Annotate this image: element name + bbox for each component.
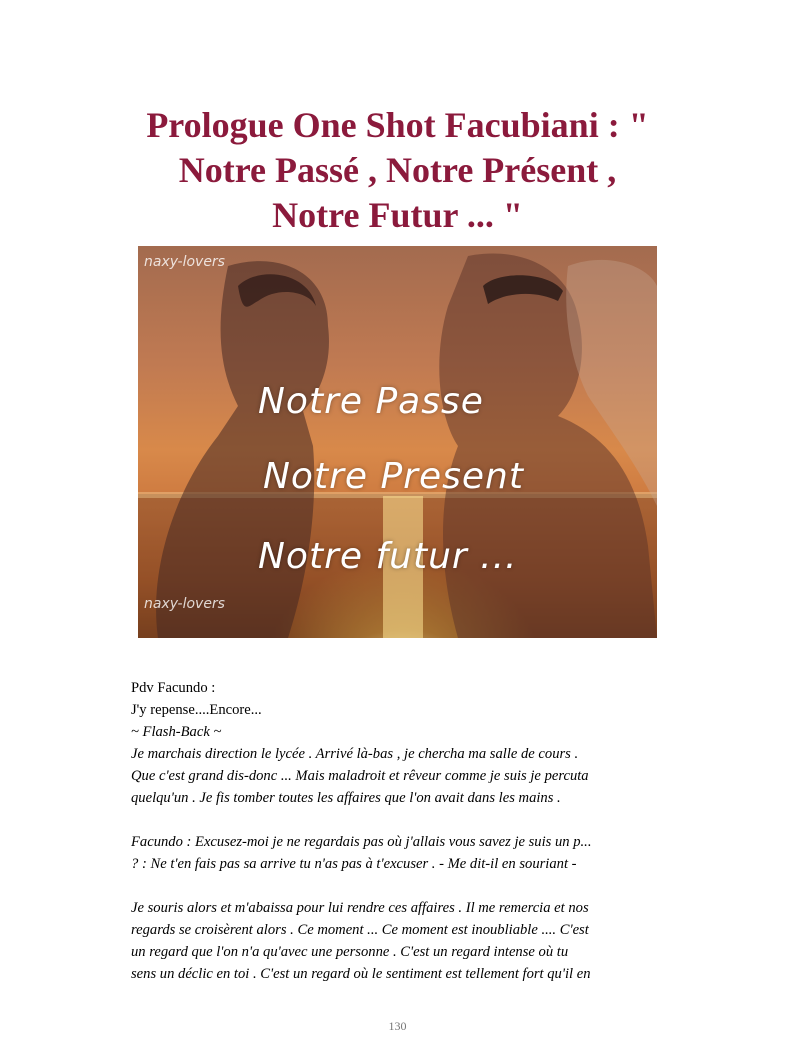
text-line: sens un déclic en toi . C'est un regard où le sentiment est tellement fort qu'il en [131, 966, 591, 982]
text-line: quelqu'un . Je fis tomber toutes les affaires que l'on avait dans les mains . [131, 790, 561, 806]
watermark-bottom: naxy-lovers [144, 596, 225, 612]
cover-image [138, 246, 657, 638]
image-caption-present: Notre Present [263, 456, 524, 497]
text-line: J'y repense....Encore... [131, 702, 262, 718]
title-line-3: Notre Futur ... " [272, 195, 523, 235]
title-line-1: Prologue One Shot Facubiani : " [146, 105, 649, 145]
watermark-top: naxy-lovers [144, 254, 225, 270]
text-line: un regard que l'on n'a qu'avec une personne . C'est un regard intense où tu [131, 944, 569, 960]
image-artwork [138, 246, 657, 638]
text-line: Pdv Facundo : [131, 680, 216, 696]
page-title [80, 103, 715, 238]
text-line: Je souris alors et m'abaissa pour lui rendre ces affaires . Il me remercia et nos [131, 900, 589, 916]
text-line: regards se croisèrent alors . Ce moment ... Ce moment est inoubliable .... C'est [131, 922, 589, 938]
image-caption-future: Notre futur ... [258, 536, 518, 577]
paragraph-gap [131, 875, 676, 897]
text-line: Que c'est grand dis-donc ... Mais maladroit et rêveur comme je suis je percuta [131, 768, 589, 784]
text-line: ~ Flash-Back ~ [131, 724, 222, 740]
page-number: 130 [388, 1019, 407, 1033]
text-line: ? : Ne t'en fais pas sa arrive tu n'as pas à t'excuser . - Me dit-il en souriant - [131, 856, 577, 872]
title-line-2: Notre Passé , Notre Présent , [178, 150, 617, 190]
text-line: Facundo : Excusez-moi je ne regardais pas où j'allais vous savez je suis un p... [131, 834, 592, 850]
story-text [131, 677, 676, 985]
image-caption-past: Notre Passe [258, 381, 484, 422]
text-line: Je marchais direction le lycée . Arrivé là-bas , je chercha ma salle de cours . [131, 746, 579, 762]
paragraph-gap [131, 809, 676, 831]
